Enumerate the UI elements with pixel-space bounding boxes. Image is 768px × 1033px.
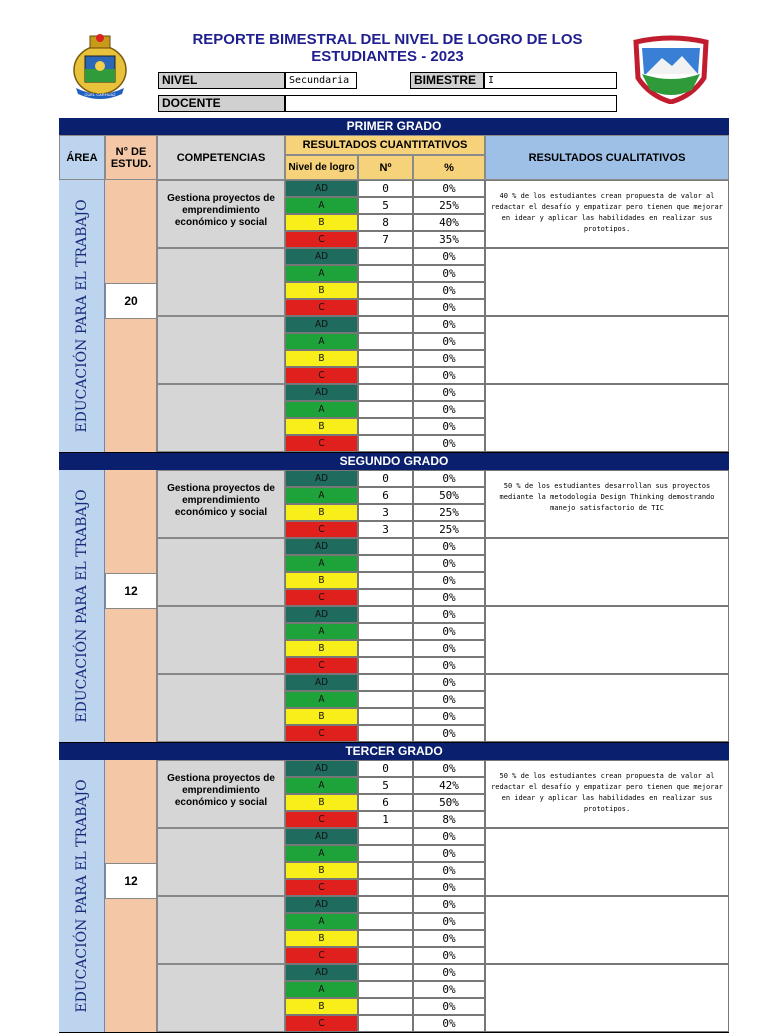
percent-cell: 0% — [413, 998, 485, 1015]
level-c-cell: C — [285, 1015, 358, 1032]
count-cell[interactable] — [358, 623, 413, 640]
percent-cell: 25% — [413, 521, 485, 538]
level-a-cell: A — [285, 401, 358, 418]
qualitative-result[interactable] — [485, 248, 729, 316]
level-ad-cell: AD — [285, 674, 358, 691]
school-shield-logo — [632, 34, 710, 104]
competency-cell[interactable] — [157, 248, 285, 316]
qualitative-result[interactable] — [485, 316, 729, 384]
count-cell[interactable] — [358, 538, 413, 555]
grade-title-bar: SEGUNDO GRADO — [59, 453, 729, 470]
count-cell[interactable] — [358, 299, 413, 316]
count-cell[interactable] — [358, 282, 413, 299]
competency-cell[interactable]: Gestiona proyectos de emprendimiento económico y social — [157, 470, 285, 538]
level-ad-cell: AD — [285, 538, 358, 555]
percent-cell: 0% — [413, 981, 485, 998]
level-b-cell: B — [285, 282, 358, 299]
count-cell[interactable]: 3 — [358, 504, 413, 521]
count-cell[interactable]: 8 — [358, 214, 413, 231]
percent-cell: 50% — [413, 794, 485, 811]
area-cell — [59, 470, 105, 742]
percent-cell: 42% — [413, 777, 485, 794]
percent-cell: 0% — [413, 265, 485, 282]
count-cell[interactable]: 6 — [358, 794, 413, 811]
qualitative-result[interactable] — [485, 606, 729, 674]
level-a-cell: A — [285, 265, 358, 282]
area-label: EDUCACIÓN PARA EL TRABAJO — [73, 489, 90, 723]
percent-cell: 0% — [413, 435, 485, 452]
percent-cell: 0% — [413, 248, 485, 265]
level-ad-cell: AD — [285, 896, 358, 913]
percent-cell: 0% — [413, 299, 485, 316]
percent-cell: 0% — [413, 964, 485, 981]
qualitative-result[interactable]: 50 % de los estudiantes desarrollan sus proyectos mediante la metodología Design Thinking demostrando manejo satisfactorio de TIC — [485, 470, 729, 538]
count-cell[interactable] — [358, 879, 413, 896]
percent-cell: 0% — [413, 1015, 485, 1032]
shield-caption: I.E. ·REYNALDO RESTREPO· — [643, 41, 699, 46]
area-label: EDUCACIÓN PARA EL TRABAJO — [73, 199, 90, 433]
count-cell[interactable] — [358, 674, 413, 691]
percent-cell: 0% — [413, 708, 485, 725]
qualitative-result[interactable] — [485, 896, 729, 964]
level-ad-cell: AD — [285, 248, 358, 265]
count-cell[interactable] — [358, 589, 413, 606]
level-c-cell: C — [285, 435, 358, 452]
count-cell[interactable] — [358, 725, 413, 742]
percent-cell: 0% — [413, 418, 485, 435]
level-b-cell: B — [285, 794, 358, 811]
qualitative-result[interactable] — [485, 538, 729, 606]
level-b-cell: B — [285, 930, 358, 947]
level-c-cell: C — [285, 947, 358, 964]
count-cell[interactable]: 0 — [358, 470, 413, 487]
count-cell[interactable]: 6 — [358, 487, 413, 504]
percent-cell: 0% — [413, 845, 485, 862]
docente-label: DOCENTE — [158, 95, 285, 112]
level-b-cell: B — [285, 418, 358, 435]
percent-cell: 0% — [413, 879, 485, 896]
count-cell[interactable] — [358, 640, 413, 657]
level-b-cell: B — [285, 350, 358, 367]
level-b-cell: B — [285, 214, 358, 231]
area-label: EDUCACIÓN PARA EL TRABAJO — [73, 779, 90, 1013]
col-area: ÁREA — [59, 135, 105, 180]
percent-cell: 0% — [413, 350, 485, 367]
count-cell[interactable]: 3 — [358, 521, 413, 538]
level-ad-cell: AD — [285, 180, 358, 197]
level-ad-cell: AD — [285, 470, 358, 487]
col-cuantitativos: RESULTADOS CUANTITATIVOS — [285, 135, 485, 155]
col-porcentaje: % — [413, 155, 485, 180]
percent-cell: 0% — [413, 333, 485, 350]
students-count[interactable]: 12 — [105, 863, 157, 899]
competency-cell[interactable] — [157, 674, 285, 742]
percent-cell: 25% — [413, 504, 485, 521]
count-cell[interactable] — [358, 248, 413, 265]
level-a-cell: A — [285, 487, 358, 504]
level-c-cell: C — [285, 367, 358, 384]
percent-cell: 0% — [413, 589, 485, 606]
count-cell[interactable] — [358, 265, 413, 282]
bimestre-label: BIMESTRE — [410, 72, 484, 89]
docente-field[interactable] — [285, 95, 617, 112]
grade-title-bar: TERCER GRADO — [59, 743, 729, 760]
percent-cell: 0% — [413, 640, 485, 657]
col-cualitativos: RESULTADOS CUALITATIVOS — [485, 135, 729, 180]
count-cell[interactable]: 0 — [358, 760, 413, 777]
level-ad-cell: AD — [285, 760, 358, 777]
count-cell[interactable] — [358, 998, 413, 1015]
percent-cell: 0% — [413, 606, 485, 623]
area-cell — [59, 180, 105, 452]
students-count[interactable]: 20 — [105, 283, 157, 319]
count-cell[interactable] — [358, 316, 413, 333]
column-header — [59, 135, 729, 180]
count-cell[interactable]: 1 — [358, 811, 413, 828]
count-cell[interactable] — [358, 435, 413, 452]
count-cell[interactable] — [358, 930, 413, 947]
count-cell[interactable]: 0 — [358, 180, 413, 197]
percent-cell: 0% — [413, 828, 485, 845]
percent-cell: 35% — [413, 231, 485, 248]
grade-title-bar: PRIMER GRADO — [59, 118, 729, 135]
level-c-cell: C — [285, 725, 358, 742]
percent-cell: 0% — [413, 930, 485, 947]
col-numero: Nº — [358, 155, 413, 180]
level-a-cell: A — [285, 691, 358, 708]
level-c-cell: C — [285, 811, 358, 828]
level-b-cell: B — [285, 640, 358, 657]
level-b-cell: B — [285, 708, 358, 725]
level-c-cell: C — [285, 299, 358, 316]
percent-cell: 40% — [413, 214, 485, 231]
percent-cell: 0% — [413, 760, 485, 777]
count-cell[interactable]: 5 — [358, 197, 413, 214]
level-b-cell: B — [285, 504, 358, 521]
percent-cell: 25% — [413, 197, 485, 214]
competency-cell[interactable]: Gestiona proyectos de emprendimiento económico y social — [157, 180, 285, 248]
qualitative-result[interactable] — [485, 384, 729, 452]
count-cell[interactable] — [358, 384, 413, 401]
students-count[interactable]: 12 — [105, 573, 157, 609]
count-cell[interactable] — [358, 350, 413, 367]
count-cell[interactable] — [358, 708, 413, 725]
level-a-cell: A — [285, 777, 358, 794]
count-cell[interactable] — [358, 845, 413, 862]
level-a-cell: A — [285, 623, 358, 640]
count-cell[interactable] — [358, 367, 413, 384]
count-cell[interactable] — [358, 964, 413, 981]
percent-cell: 0% — [413, 316, 485, 333]
level-c-cell: C — [285, 657, 358, 674]
grade-block — [59, 470, 729, 743]
percent-cell: 0% — [413, 674, 485, 691]
count-cell[interactable] — [358, 657, 413, 674]
crest-caption: GUEL CARHUAZ — [84, 92, 116, 97]
competency-cell[interactable] — [157, 316, 285, 384]
level-b-cell: B — [285, 998, 358, 1015]
school-crest-logo — [70, 30, 130, 102]
count-cell[interactable] — [358, 947, 413, 964]
count-cell[interactable] — [358, 862, 413, 879]
level-a-cell: A — [285, 981, 358, 998]
count-cell[interactable] — [358, 401, 413, 418]
count-cell[interactable] — [358, 913, 413, 930]
count-cell[interactable] — [358, 555, 413, 572]
competency-cell[interactable]: Gestiona proyectos de emprendimiento económico y social — [157, 760, 285, 828]
level-c-cell: C — [285, 879, 358, 896]
qualitative-result[interactable]: 40 % de los estudiantes crean propuesta de valor al redactar el desafío y empatizar pero tienen que mejorar en idear y aplicar las habilidades en realizar sus prototipos. — [485, 180, 729, 248]
percent-cell: 0% — [413, 657, 485, 674]
nivel-label: NIVEL — [158, 72, 285, 89]
bimestre-field[interactable]: I — [484, 72, 617, 89]
percent-cell: 0% — [413, 623, 485, 640]
percent-cell: 0% — [413, 180, 485, 197]
percent-cell: 0% — [413, 384, 485, 401]
count-cell[interactable] — [358, 333, 413, 350]
count-cell[interactable]: 7 — [358, 231, 413, 248]
qualitative-result[interactable]: 50 % de los estudiantes crean propuesta de valor al redactar el desafío y empatizar pero tienen que mejorar en idear y aplicar las habilidades en realizar sus prototipos. — [485, 760, 729, 828]
col-nstud: N° DE ESTUD. — [105, 135, 157, 180]
percent-cell: 0% — [413, 862, 485, 879]
col-nivel: Nivel de logro — [285, 155, 358, 180]
report-sheet — [59, 118, 729, 1033]
nivel-field[interactable]: Secundaria — [285, 72, 357, 89]
percent-cell: 0% — [413, 691, 485, 708]
level-ad-cell: AD — [285, 316, 358, 333]
level-a-cell: A — [285, 555, 358, 572]
level-ad-cell: AD — [285, 606, 358, 623]
percent-cell: 0% — [413, 282, 485, 299]
level-c-cell: C — [285, 589, 358, 606]
percent-cell: 0% — [413, 555, 485, 572]
count-cell[interactable] — [358, 418, 413, 435]
competency-cell[interactable] — [157, 896, 285, 964]
competency-cell[interactable] — [157, 828, 285, 896]
percent-cell: 0% — [413, 572, 485, 589]
level-b-cell: B — [285, 862, 358, 879]
count-cell[interactable] — [358, 828, 413, 845]
count-cell[interactable] — [358, 896, 413, 913]
percent-cell: 0% — [413, 947, 485, 964]
count-cell[interactable] — [358, 606, 413, 623]
competency-cell[interactable] — [157, 538, 285, 606]
level-c-cell: C — [285, 521, 358, 538]
percent-cell: 0% — [413, 913, 485, 930]
percent-cell: 0% — [413, 896, 485, 913]
competency-cell[interactable] — [157, 606, 285, 674]
level-a-cell: A — [285, 913, 358, 930]
percent-cell: 0% — [413, 725, 485, 742]
report-title: REPORTE BIMESTRAL DEL NIVEL DE LOGRO DE LOS ESTUDIANTES - 2023 — [192, 31, 583, 65]
competency-cell[interactable] — [157, 964, 285, 1032]
level-a-cell: A — [285, 845, 358, 862]
col-competencias: COMPETENCIAS — [157, 135, 285, 180]
count-cell[interactable] — [358, 572, 413, 589]
level-c-cell: C — [285, 231, 358, 248]
level-a-cell: A — [285, 333, 358, 350]
percent-cell: 0% — [413, 470, 485, 487]
percent-cell: 0% — [413, 538, 485, 555]
level-ad-cell: AD — [285, 384, 358, 401]
level-ad-cell: AD — [285, 828, 358, 845]
count-cell[interactable]: 5 — [358, 777, 413, 794]
qualitative-result[interactable] — [485, 964, 729, 1032]
grade-block — [59, 180, 729, 453]
grade-block — [59, 760, 729, 1033]
percent-cell: 8% — [413, 811, 485, 828]
count-cell[interactable] — [358, 691, 413, 708]
percent-cell: 50% — [413, 487, 485, 504]
qualitative-result[interactable] — [485, 828, 729, 896]
count-cell[interactable] — [358, 981, 413, 998]
level-a-cell: A — [285, 197, 358, 214]
competency-cell[interactable] — [157, 384, 285, 452]
level-b-cell: B — [285, 572, 358, 589]
qualitative-result[interactable] — [485, 674, 729, 742]
area-cell — [59, 760, 105, 1032]
level-ad-cell: AD — [285, 964, 358, 981]
percent-cell: 0% — [413, 367, 485, 384]
percent-cell: 0% — [413, 401, 485, 418]
